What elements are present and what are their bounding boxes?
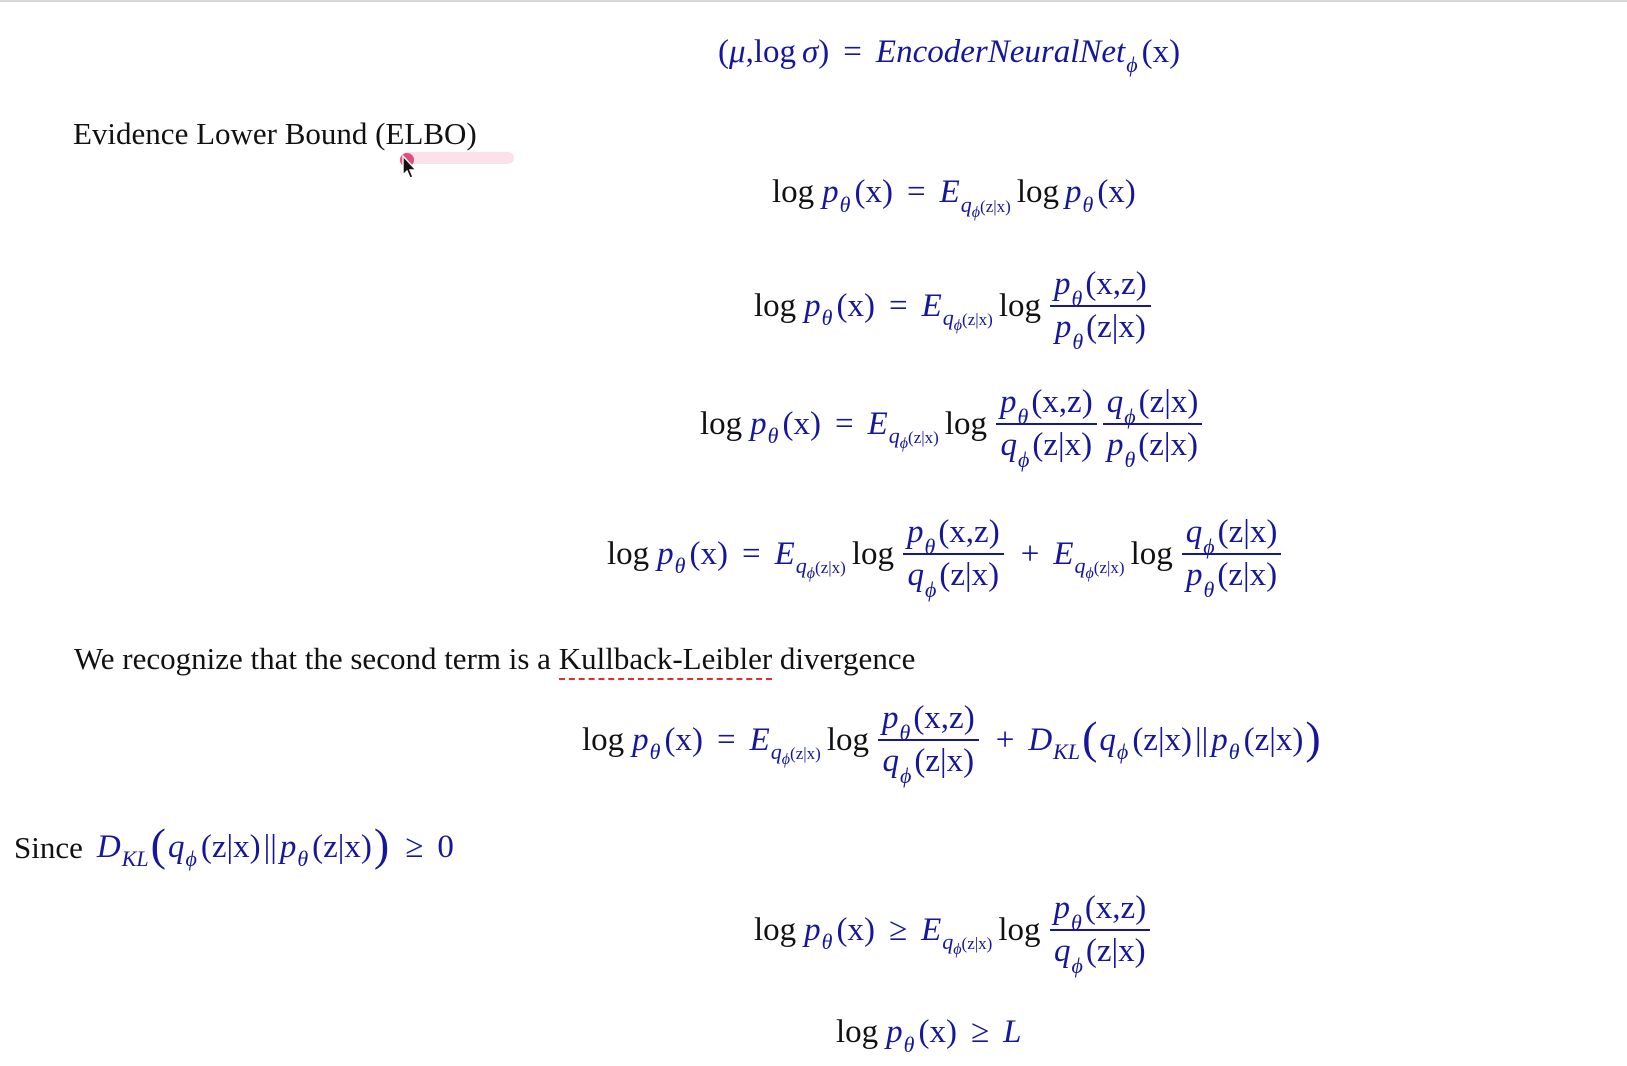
- fraction: $\frac{p_\theta(x,z)}{p_\theta(z|x)}$: [1050, 268, 1151, 344]
- fraction: $\frac{p_\theta(x,z)}{q_\phi(z|x)}$: [1050, 892, 1151, 968]
- fraction: $\frac{q_\phi(z|x)}{p_\theta(z|x)}$: [1103, 386, 1203, 462]
- section-heading: Evidence Lower Bound (ELBO): [73, 116, 477, 151]
- equation-4: log p θ (x) = E $q_\phi(z|x)$ log $\frac{p_\theta(x,z)}{q_\phi(z|x)}$ + E $q_\phi(z|x)$ log $\frac{q_\phi(z|x)}{p_\theta(z|x)}$: [607, 516, 1284, 592]
- mouse-pointer-icon: [398, 151, 418, 179]
- equation-7-partial: log p θ (x) ≥ L: [836, 1014, 1022, 1057]
- selection-highlight: [402, 152, 514, 164]
- kl-sentence: We recognize that the second term is a Kullback-Leibler divergence: [74, 641, 916, 676]
- equation-1: log p θ (x) = E $q_\phi(z|x)$ log p θ (x): [772, 174, 1136, 221]
- equation-2: log p θ (x) = E $q_\phi(z|x)$ log $\frac{p_\theta(x,z)}{p_\theta(z|x)}$: [754, 268, 1154, 344]
- equation-6: log p θ (x) ≥ E $q_\phi(z|x)$ log $\frac{p_\theta(x,z)}{q_\phi(z|x)}$: [754, 892, 1153, 968]
- fraction: $\frac{q_\phi(z|x)}{p_\theta(z|x)}$: [1182, 516, 1282, 592]
- top-border: [0, 0, 1627, 2]
- since-inequality: Since D KL ( q ϕ (z|x) || p θ (z|x) ) ≥ 0: [14, 819, 454, 871]
- fraction: $\frac{p_\theta(x,z)}{q_\phi(z|x)}$: [878, 702, 979, 778]
- spellcheck-word[interactable]: Kullback-Leibler: [558, 641, 773, 676]
- encoder-equation: ( μ , log σ ) = EncoderNeuralNet ϕ (x): [718, 34, 1181, 77]
- fraction: $\frac{p_\theta(x,z)}{q_\phi(z|x)}$: [903, 516, 1004, 592]
- equation-5: log p θ (x) = E $q_\phi(z|x)$ log $\frac{p_\theta(x,z)}{q_\phi(z|x)}$ + D KL ( q ϕ (z|x) || p θ (z|x) ): [582, 700, 1321, 788]
- fraction: $\frac{p_\theta(x,z)}{q_\phi(z|x)}$: [996, 386, 1097, 462]
- equation-3: log p θ (x) = E $q_\phi(z|x)$ log $\frac{p_\theta(x,z)}{q_\phi(z|x)}$ $\frac{q_\phi(z|x)}{p_\theta(z|x)}$: [700, 386, 1205, 462]
